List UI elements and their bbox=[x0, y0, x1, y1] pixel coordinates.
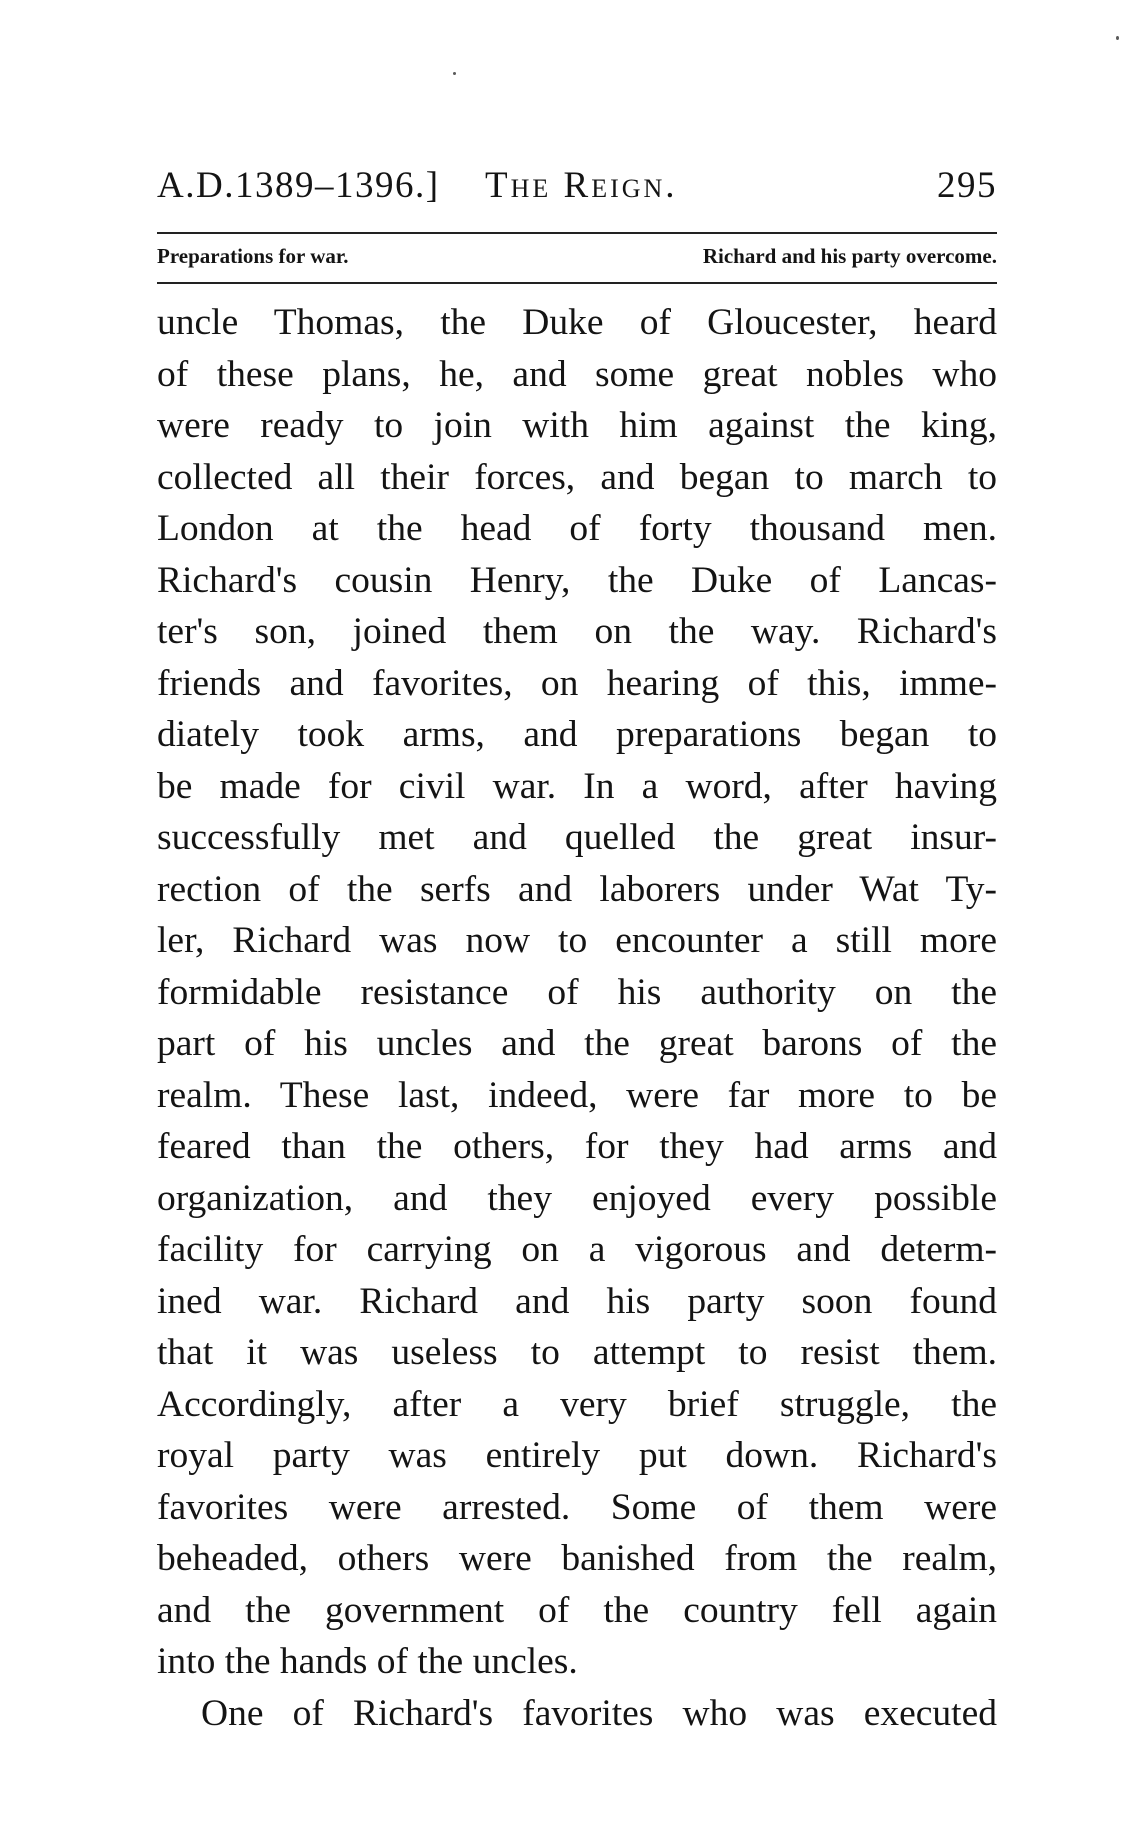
text-line: ined war. Richard and his party soon found bbox=[157, 1280, 997, 1322]
text-line: and the government of the country fell again bbox=[157, 1589, 997, 1631]
text-line: formidable resistance of his authority on the bbox=[157, 971, 997, 1013]
text-line: facility for carrying on a vigorous and determ- bbox=[157, 1229, 997, 1270]
header-title: The Reign. bbox=[485, 165, 678, 206]
scan-speck bbox=[1116, 36, 1119, 40]
side-headings bbox=[157, 240, 997, 276]
text-line: organization, and they enjoyed every possible bbox=[157, 1177, 997, 1219]
header-dates: A.D.1389–1396.] bbox=[157, 165, 440, 206]
text-line: part of his uncles and the great barons of the bbox=[157, 1023, 997, 1064]
side-heading-right: Richard and his party overcome. bbox=[702, 244, 997, 268]
text-line: rection of the serfs and laborers under Wat Ty- bbox=[157, 868, 997, 910]
text-line: royal party was entirely put down. Richard's bbox=[157, 1435, 997, 1476]
side-heading-rule bbox=[157, 282, 997, 284]
page-number: 295 bbox=[937, 165, 997, 206]
side-heading-left: Preparations for war. bbox=[157, 244, 349, 268]
text-line: be made for civil war. In a word, after having bbox=[157, 765, 997, 807]
text-line: diately took arms, and preparations began to bbox=[157, 714, 997, 755]
text-line: realm. These last, indeed, were far more to be bbox=[157, 1074, 997, 1116]
text-line: uncle Thomas, the Duke of Gloucester, heard bbox=[157, 302, 997, 343]
text-line: London at the head of forty thousand men. bbox=[157, 508, 997, 549]
text-line: feared than the others, for they had arms and bbox=[157, 1126, 997, 1167]
text-line: friends and favorites, on hearing of this, imme- bbox=[157, 662, 997, 704]
running-header bbox=[157, 160, 997, 222]
text-line: collected all their forces, and began to march to bbox=[157, 456, 997, 498]
text-line: Richard's cousin Henry, the Duke of Lancas- bbox=[157, 559, 997, 601]
text-line: were ready to join with him against the king, bbox=[157, 405, 997, 446]
text-line: favorites were arrested. Some of them were bbox=[157, 1486, 997, 1528]
text-line: that it was useless to attempt to resist them. bbox=[157, 1332, 997, 1373]
text-line: into the hands of the uncles. bbox=[157, 1641, 578, 1682]
text-line: One of Richard's favorites who was executed bbox=[201, 1692, 997, 1734]
header-rule bbox=[157, 232, 997, 234]
text-line: of these plans, he, and some great nobles who bbox=[157, 353, 997, 395]
scan-speck bbox=[453, 72, 456, 75]
text-line: beheaded, others were banished from the realm, bbox=[157, 1538, 997, 1579]
text-line: ter's son, joined them on the way. Richard's bbox=[157, 611, 997, 652]
text-line: Accordingly, after a very brief struggle, the bbox=[157, 1383, 997, 1425]
text-line: successfully met and quelled the great insur- bbox=[157, 817, 997, 858]
body-text bbox=[157, 297, 997, 1739]
text-line: ler, Richard was now to encounter a still more bbox=[157, 920, 997, 961]
